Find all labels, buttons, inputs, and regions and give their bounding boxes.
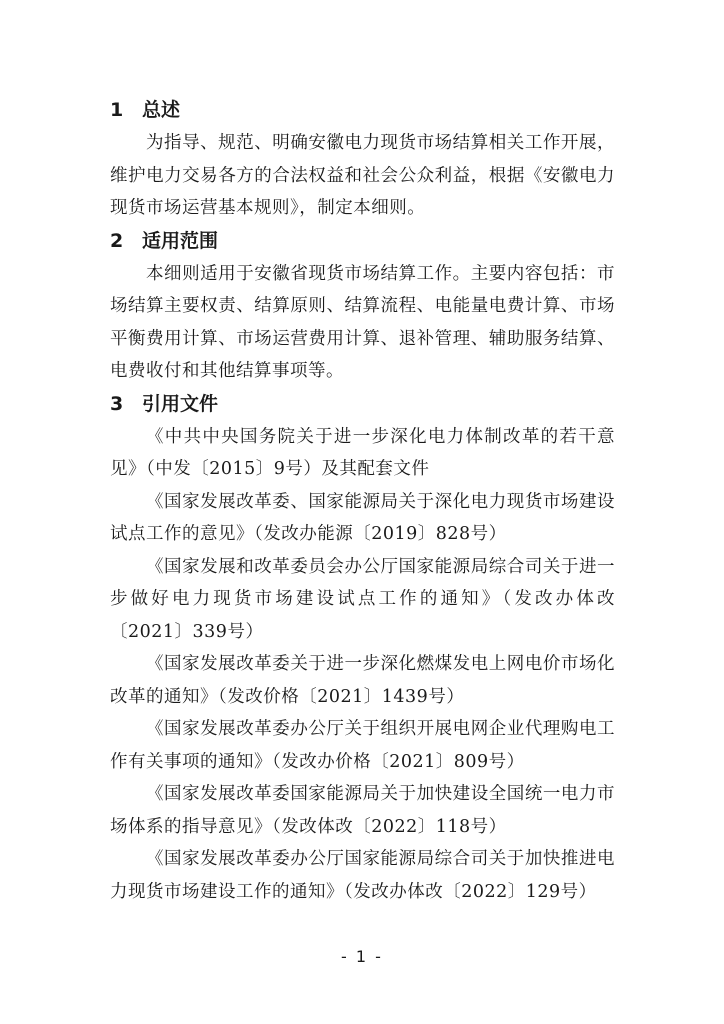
section-title: 引用文件 (142, 392, 219, 415)
section-paragraph: 本细则适用于安徽省现货市场结算工作。主要内容包括：市场结算主要权责、结算原则、结算流程、电能量电费计算、市场平衡费用计算、市场运营费用计算、退补管理、辅助服务结算、电费收付和其他结算事项等。 (110, 263, 615, 381)
section-heading-overview (110, 94, 615, 127)
reference-item: 《国家发展改革委办公厅国家能源局综合司关于加快推进电力现货市场建设工作的通知》（发改办体改〔2022〕129号） (110, 849, 615, 902)
section-number: 3 (110, 392, 124, 415)
section-title: 总述 (142, 99, 181, 121)
section-title: 适用范围 (142, 229, 219, 252)
section-paragraph: 为指导、规范、明确安徽电力现货市场结算相关工作开展，维护电力交易各方的合法权益和社会公众利益，根据《安徽电力现货市场运营基本规则》，制定本细则。 (110, 133, 615, 218)
reference-item: 《国家发展改革委、国家能源局关于深化电力现货市场建设试点工作的意见》（发改办能源〔2019〕828号） (110, 491, 615, 544)
page-number: - 1 - (341, 947, 383, 966)
reference-item: 《中共中央国务院关于进一步深化电力体制改革的若干意见》（中发〔2015〕9号）及其配套文件 (110, 426, 615, 479)
reference-item: 《国家发展和改革委员会办公厅国家能源局综合司关于进一步做好电力现货市场建设试点工作的通知》（发改办体改〔2021〕339号） (110, 556, 615, 642)
reference-item: 《国家发展改革委关于进一步深化燃煤发电上网电价市场化改革的通知》（发改价格〔2021〕1439号） (110, 654, 615, 707)
section-heading-references (110, 388, 615, 421)
reference-item: 《国家发展改革委国家能源局关于加快建设全国统一电力市场体系的指导意见》（发改体改〔2022〕118号） (110, 784, 615, 837)
document-body (110, 94, 615, 908)
section-number: 1 (110, 99, 124, 121)
section-heading-scope (110, 225, 615, 258)
section-number: 2 (110, 229, 124, 252)
reference-item: 《国家发展改革委办公厅关于组织开展电网企业代理购电工作有关事项的通知》（发改办价格〔2021〕809号） (110, 719, 615, 772)
